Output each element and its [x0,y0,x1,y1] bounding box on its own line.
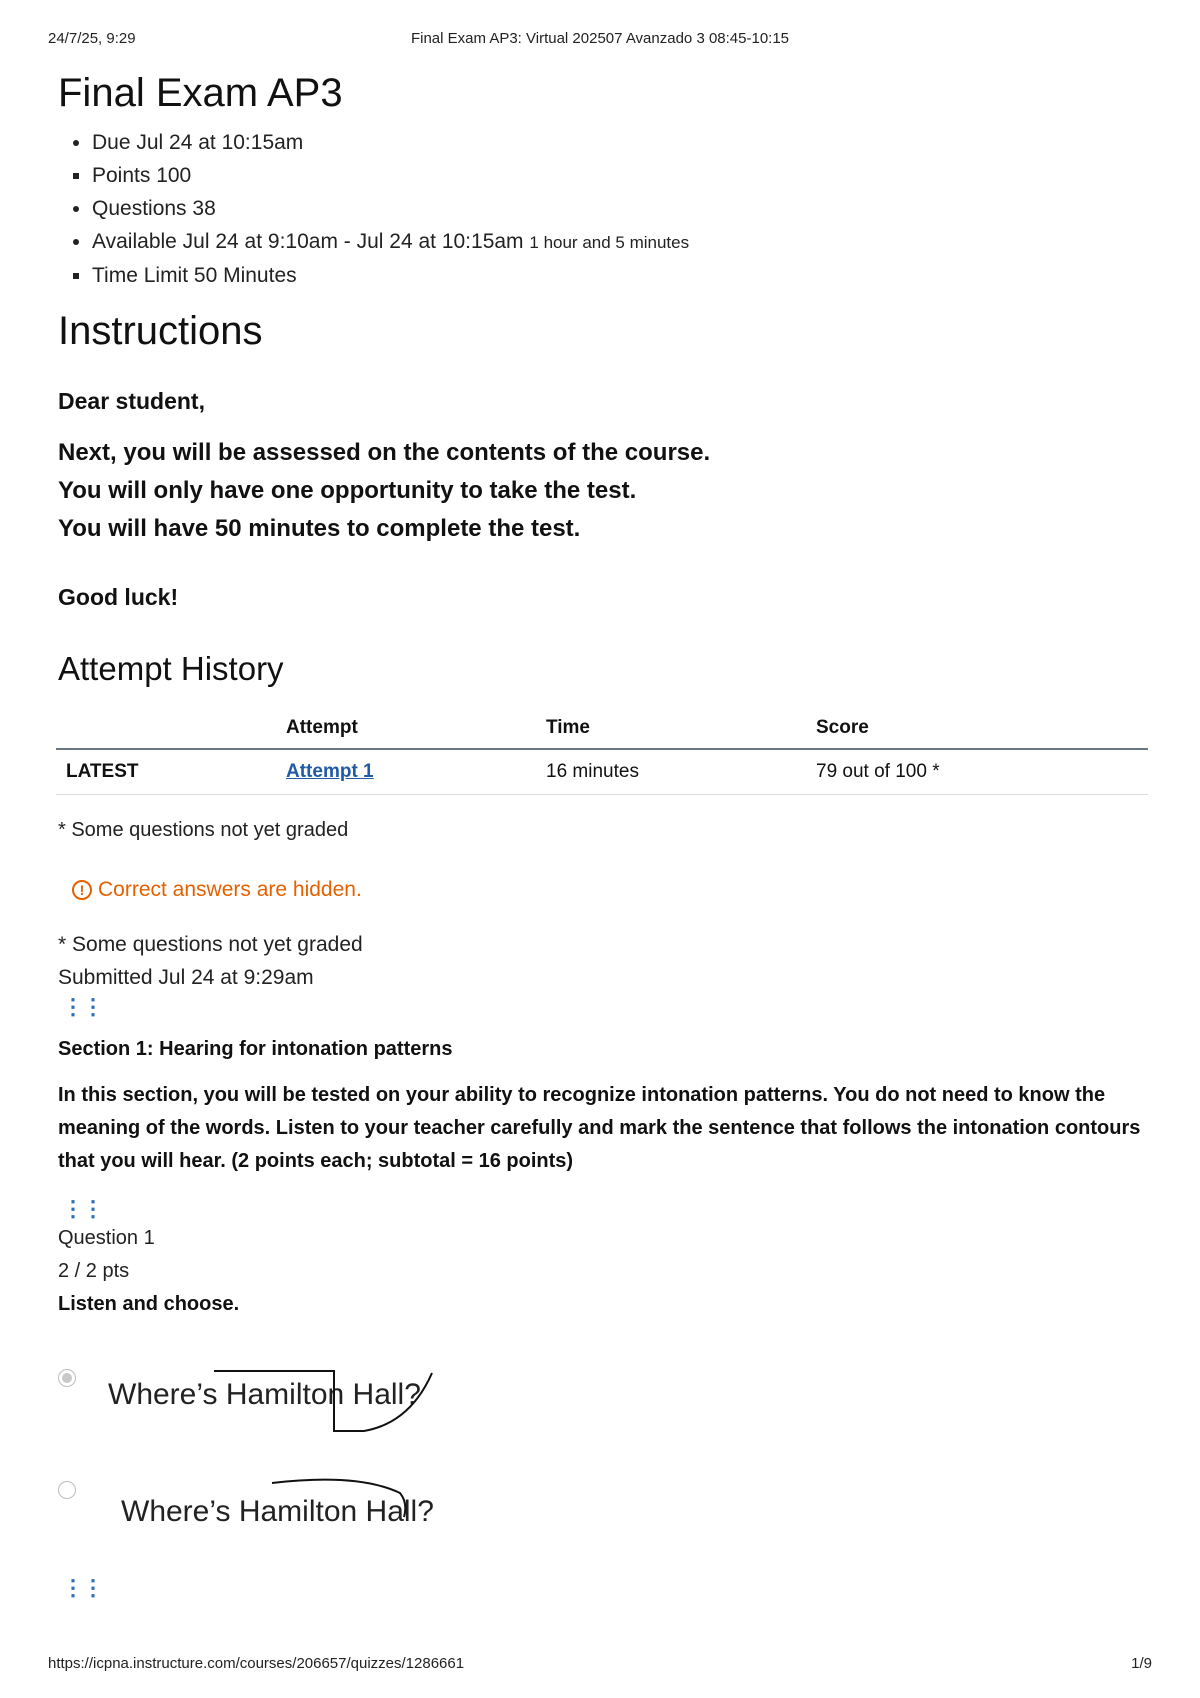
answer-option-2[interactable] [58,1465,1158,1575]
attempt-cell [276,749,536,795]
instructions-heading: Instructions [58,309,263,353]
page-title: Final Exam AP3 [58,71,343,115]
print-header [48,30,1152,50]
points-total: ▪ Points 100 [92,159,1158,192]
section-1-title: Section 1: Hearing for intonation patterns [58,1038,453,1060]
instructions-greeting: Dear student, [58,388,205,414]
time-limit: ▪ Time Limit 50 Minutes [92,259,1158,292]
attempt-history-heading: Attempt History [58,650,284,687]
attempt-history-table [56,708,1148,795]
svg-text:Where’s Hamilton Hall?: Where’s Hamilton Hall? [121,1495,434,1528]
table-row [56,749,1148,795]
attempt-time: 16 minutes [536,749,806,795]
submitted-timestamp: Submitted Jul 24 at 9:29am [58,966,314,989]
answer-option-1[interactable] [58,1351,1158,1461]
column-header-score: Score [806,708,1148,749]
availability [92,225,1158,259]
availability-range: Available Jul 24 at 9:10am - Jul 24 at 10:15am [92,230,524,253]
alert-circle-icon: ! [72,880,92,900]
column-header-blank [56,708,276,749]
correct-answers-hidden-alert [72,878,1158,902]
print-page-number: 1/9 [1131,1655,1152,1672]
drag-handle-icon[interactable]: ⋮⋮ [62,1196,102,1221]
section-1-description: In this section, you will be tested on your ability to recognize intonation patterns. You do not need to know the meaning of the words. Listen to your teacher carefully and mark the sentence that follows the intonation contours that you will hear. (2 points each; subtotal = 16 points) [58,1084,1141,1172]
intonation-contour-image-2 [58,1465,478,1565]
question-1-prompt: Listen and choose. [58,1293,240,1315]
question-1-label: Question 1 [58,1227,155,1249]
instructions-line-2: You will only have one opportunity to take the test. [58,477,637,504]
table-header-row [56,708,1148,749]
print-doc-title: Final Exam AP3: Virtual 202507 Avanzado 3 08:45-10:15 [410,30,790,47]
drag-handle-icon[interactable]: ⋮⋮ [62,1575,102,1600]
question-count: • Questions 38 [92,192,1158,225]
summary-footnote: * Some questions not yet graded [58,933,363,956]
column-header-attempt: Attempt [276,708,536,749]
ungraded-footnote: * Some questions not yet graded [58,819,349,841]
question-1-score: 2 / 2 pts [58,1260,130,1282]
attempt-score: 79 out of 100 * [806,749,1148,795]
instructions-closing: Good luck! [58,584,179,610]
instructions-text [58,434,1158,548]
svg-text:Where’s Hamilton Hall?: Where’s Hamilton Hall? [108,1378,421,1411]
attempt-row-label: LATEST [56,749,276,795]
quiz-details-list [58,126,1158,292]
quiz-content [58,68,1158,1601]
instructions-body [58,386,1158,612]
intonation-contour-image-1 [58,1351,478,1451]
drag-handle-icon[interactable]: ⋮⋮ [62,994,102,1019]
attempt-1-link[interactable]: Attempt 1 [286,761,374,782]
column-header-time: Time [536,708,806,749]
alert-text: Correct answers are hidden. [98,878,362,901]
print-date: 24/7/25, 9:29 [48,30,136,47]
print-url: https://icpna.instructure.com/courses/206657/quizzes/1286661 [48,1655,465,1672]
due-date: • Due Jul 24 at 10:15am [92,126,1158,159]
instructions-line-3: You will have 50 minutes to complete the test. [58,515,581,542]
instructions-line-1: Next, you will be assessed on the contents of the course. [58,439,711,466]
availability-duration: 1 hour and 5 minutes [529,233,690,252]
